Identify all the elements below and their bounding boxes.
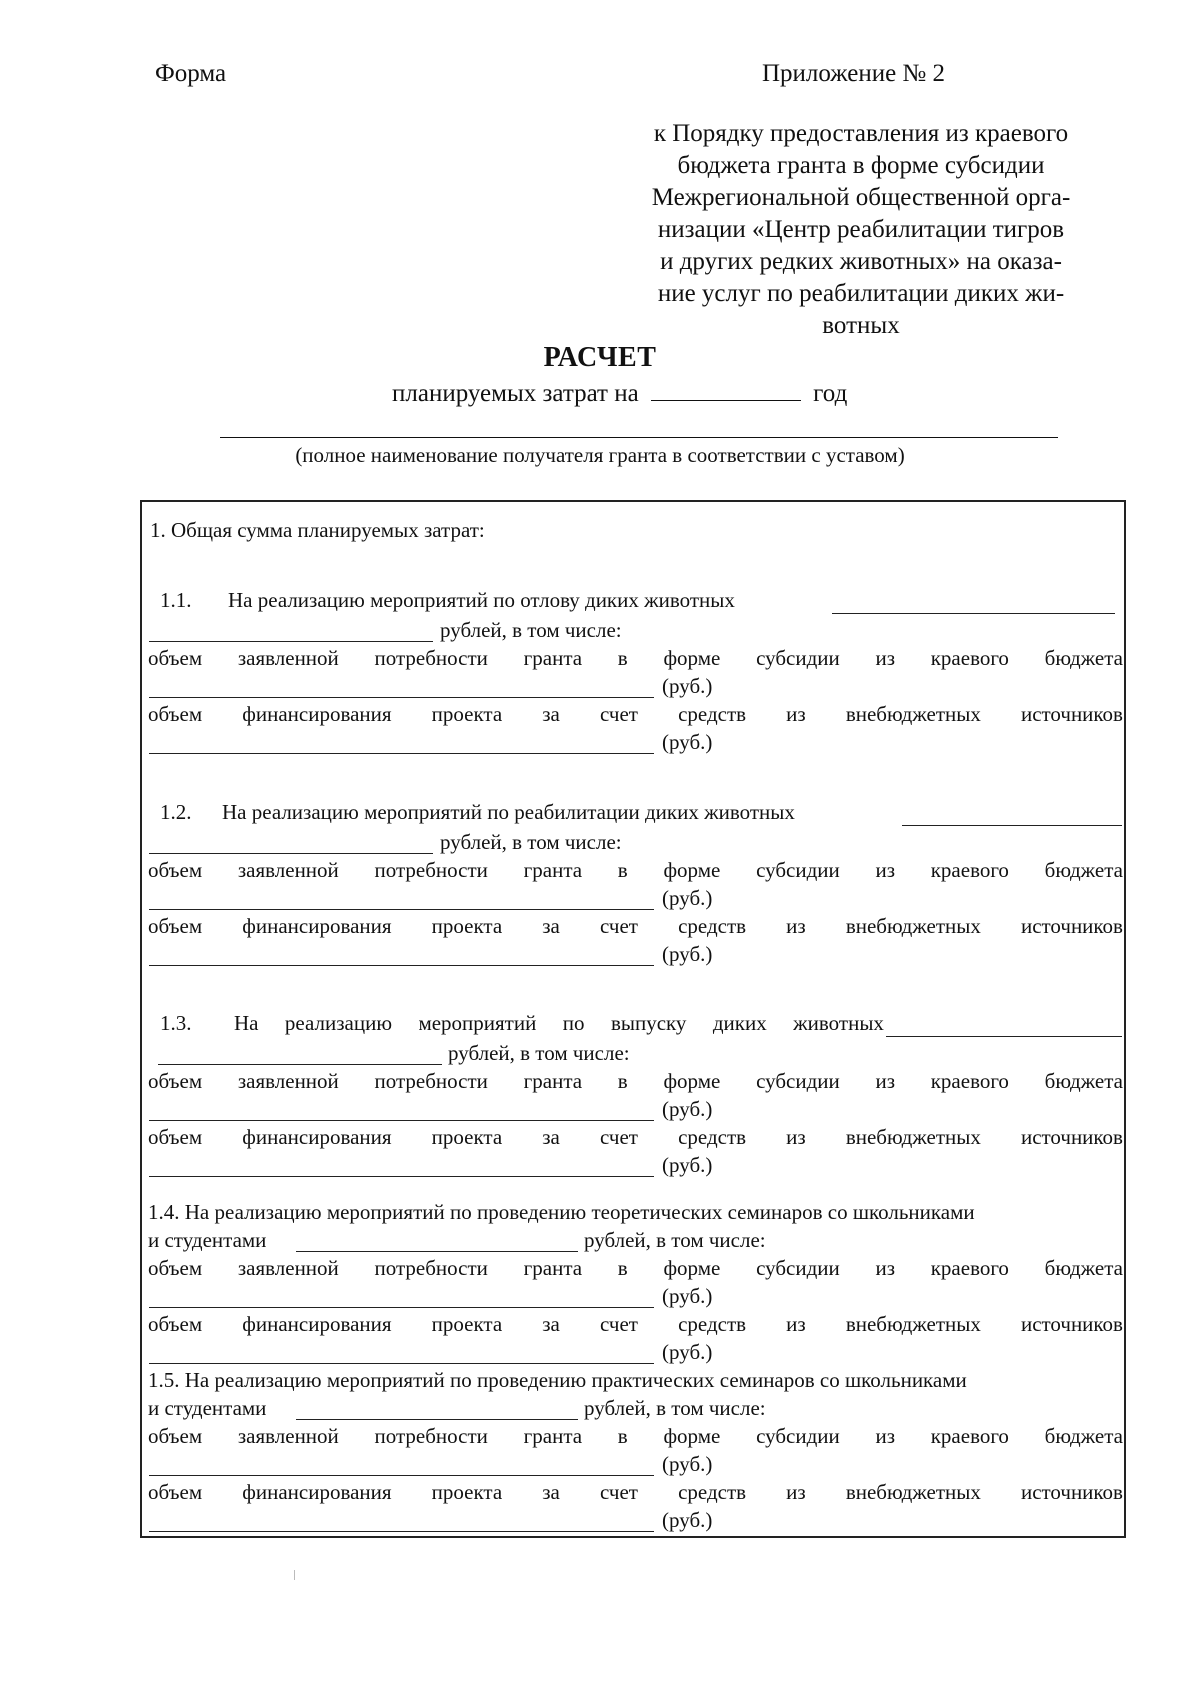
word: финансирования (242, 914, 392, 938)
word: счет (600, 702, 638, 726)
demand-line (148, 1424, 1123, 1449)
word: объем (148, 858, 203, 882)
word: из (875, 1424, 895, 1448)
calculation-title: РАСЧЕТ (543, 342, 657, 373)
form-label: Форма (155, 60, 227, 87)
word: средств (678, 1125, 747, 1149)
word: гранта (523, 1424, 583, 1448)
word: объем (148, 702, 203, 726)
section-text: На реализацию мероприятий по отлову диких животных (228, 588, 735, 612)
word: субсидии (756, 646, 840, 670)
rub-unit: (руб.) (662, 1508, 713, 1532)
amount-field[interactable] (296, 1419, 578, 1420)
word: животных (793, 1011, 884, 1035)
rub-unit: (руб.) (662, 674, 713, 698)
rubles-incl-label: рублей, в том числе: (584, 1228, 766, 1252)
word: заявленной (237, 1424, 339, 1448)
word: за (542, 914, 560, 938)
word: в (617, 1256, 628, 1280)
word: из (786, 1480, 806, 1504)
offbudget-funding-field[interactable] (149, 965, 654, 966)
word: субсидии (756, 1069, 840, 1093)
word: объем (148, 914, 203, 938)
word: проекта (431, 1480, 503, 1504)
word: из (875, 1256, 895, 1280)
word: субсидии (756, 858, 840, 882)
word: объем (148, 1069, 203, 1093)
amount-field-continuation[interactable] (149, 641, 433, 642)
section-number: 1.3. (160, 1011, 192, 1035)
word: объем (148, 1480, 203, 1504)
word: гранта (523, 1256, 583, 1280)
word: потребности (374, 1256, 488, 1280)
word: форме (663, 858, 721, 882)
word: бюджета (1044, 1256, 1123, 1280)
word: за (542, 702, 560, 726)
word: субсидии (756, 1256, 840, 1280)
word: за (542, 1480, 560, 1504)
year-field[interactable] (651, 380, 801, 401)
word: средств (678, 914, 747, 938)
word: источников (1020, 914, 1123, 938)
word: форме (663, 646, 721, 670)
section-number: 1.2. (160, 800, 192, 824)
word: форме (663, 1424, 721, 1448)
word: внебюджетных (845, 702, 981, 726)
word: внебюджетных (845, 1125, 981, 1149)
word: из (786, 914, 806, 938)
word: объем (148, 1125, 203, 1149)
word: в (617, 646, 628, 670)
offbudget-funding-field[interactable] (149, 1531, 654, 1532)
appendix-line: ние услуг по реабилитации диких жи- (657, 280, 1065, 307)
rub-unit: (руб.) (662, 886, 713, 910)
appendix-line: к Порядку предоставления из краевого (653, 120, 1069, 147)
word: краевого (930, 1069, 1009, 1093)
word: счет (600, 914, 638, 938)
word: заявленной (237, 858, 339, 882)
word: проекта (431, 914, 503, 938)
appendix-number: Приложение № 2 (762, 60, 946, 87)
funding-line (148, 1312, 1123, 1337)
word: мероприятий (418, 1011, 537, 1035)
word: проекта (431, 1125, 503, 1149)
total-label: 1. Общая сумма планируемых затрат: (150, 518, 485, 542)
word: гранта (523, 858, 583, 882)
word: средств (678, 1312, 747, 1336)
word: краевого (930, 1256, 1009, 1280)
amount-field-continuation[interactable] (149, 853, 433, 854)
word: бюджета (1044, 1424, 1123, 1448)
offbudget-funding-field[interactable] (149, 1363, 654, 1364)
word: счет (600, 1125, 638, 1149)
word: объем (148, 1256, 203, 1280)
word: потребности (374, 858, 488, 882)
word: форме (663, 1069, 721, 1093)
grant-demand-field[interactable] (149, 1475, 654, 1476)
rub-unit: (руб.) (662, 1340, 713, 1364)
word: в (617, 858, 628, 882)
word: реализацию (284, 1011, 393, 1035)
section-number: 1.1. (160, 588, 192, 612)
grant-demand-field[interactable] (149, 1120, 654, 1121)
rubles-incl-label: рублей, в том числе: (440, 618, 622, 642)
amount-field-continuation[interactable] (158, 1064, 442, 1065)
word: из (875, 1069, 895, 1093)
word: проекта (431, 1312, 503, 1336)
word: из (786, 1125, 806, 1149)
word: заявленной (237, 646, 339, 670)
rubles-incl-label: рублей, в том числе: (440, 830, 622, 854)
word: бюджета (1044, 1069, 1123, 1093)
subtitle-suffix: год (813, 380, 848, 407)
word: из (875, 646, 895, 670)
subtitle-prefix: планируемых затрат на (392, 380, 639, 407)
rub-unit: (руб.) (662, 1153, 713, 1177)
section-text: 1.5. На реализацию мероприятий по проведению практических семинаров со школьниками (148, 1368, 967, 1392)
word: финансирования (242, 1312, 392, 1336)
offbudget-funding-field[interactable] (149, 753, 654, 754)
word: бюджета (1044, 646, 1123, 670)
appendix-line: бюджета гранта в форме субсидии (677, 152, 1045, 179)
calculation-subtitle (392, 380, 847, 408)
word: объем (148, 1424, 203, 1448)
word: диких (712, 1011, 767, 1035)
section-text: На реализацию мероприятий по реабилитации диких животных (222, 800, 795, 824)
word: объем (148, 1312, 203, 1336)
word: финансирования (242, 1125, 392, 1149)
word: из (786, 1312, 806, 1336)
word: краевого (930, 858, 1009, 882)
word: источников (1020, 1312, 1123, 1336)
word: объем (148, 646, 203, 670)
section-text-continuation: и студентами (148, 1228, 267, 1252)
word: по (562, 1011, 585, 1035)
rub-unit: (руб.) (662, 730, 713, 754)
word: бюджета (1044, 858, 1123, 882)
word: заявленной (237, 1069, 339, 1093)
word: из (786, 702, 806, 726)
rubles-incl-label: рублей, в том числе: (448, 1041, 630, 1065)
recipient-caption: (полное наименование получателя гранта в соответствии с уставом) (295, 443, 905, 467)
demand-line (148, 1069, 1123, 1094)
rub-unit: (руб.) (662, 1284, 713, 1308)
word: источников (1020, 702, 1123, 726)
word: счет (600, 1312, 638, 1336)
word: финансирования (242, 1480, 392, 1504)
word: форме (663, 1256, 721, 1280)
appendix-line: низации «Центр реабилитации тигров (657, 216, 1065, 243)
appendix-reference (612, 118, 1110, 342)
grant-demand-field[interactable] (149, 1307, 654, 1308)
amount-field[interactable] (886, 1036, 1122, 1037)
demand-line (148, 858, 1123, 883)
funding-line (148, 914, 1123, 939)
scan-artifact (294, 1570, 295, 1580)
funding-line (148, 1125, 1123, 1150)
word: средств (678, 1480, 747, 1504)
word: за (542, 1312, 560, 1336)
word: потребности (374, 1069, 488, 1093)
word: в (617, 1069, 628, 1093)
funding-line (148, 702, 1123, 727)
word: внебюджетных (845, 1312, 981, 1336)
offbudget-funding-field[interactable] (149, 1176, 654, 1177)
recipient-name-field[interactable] (220, 437, 1058, 438)
appendix-line: Межрегиональной общественной орга- (651, 184, 1071, 211)
appendix-line: вотных (822, 312, 900, 339)
demand-line (148, 646, 1123, 671)
rubles-incl-label: рублей, в том числе: (584, 1396, 766, 1420)
amount-field[interactable] (902, 825, 1122, 826)
grant-demand-field[interactable] (149, 909, 654, 910)
rub-unit: (руб.) (662, 942, 713, 966)
word: краевого (930, 646, 1009, 670)
word: субсидии (756, 1424, 840, 1448)
funding-line (148, 1480, 1123, 1505)
appendix-line: и других редких животных» на оказа- (660, 248, 1062, 275)
word: внебюджетных (845, 914, 981, 938)
word: за (542, 1125, 560, 1149)
word: средств (678, 702, 747, 726)
rub-unit: (руб.) (662, 1097, 713, 1121)
grant-demand-field[interactable] (149, 697, 654, 698)
word: заявленной (237, 1256, 339, 1280)
word: выпуску (610, 1011, 687, 1035)
section-text: 1.4. На реализацию мероприятий по проведению теоретических семинаров со школьниками (148, 1200, 975, 1224)
word: На (234, 1011, 259, 1035)
section-text (234, 1011, 884, 1036)
amount-field[interactable] (832, 613, 1115, 614)
word: гранта (523, 1069, 583, 1093)
word: гранта (523, 646, 583, 670)
word: финансирования (242, 702, 392, 726)
word: счет (600, 1480, 638, 1504)
word: потребности (374, 646, 488, 670)
word: внебюджетных (845, 1480, 981, 1504)
word: проекта (431, 702, 503, 726)
section-text-continuation: и студентами (148, 1396, 267, 1420)
rub-unit: (руб.) (662, 1452, 713, 1476)
word: источников (1020, 1125, 1123, 1149)
amount-field[interactable] (296, 1251, 578, 1252)
word: в (617, 1424, 628, 1448)
word: потребности (374, 1424, 488, 1448)
word: краевого (930, 1424, 1009, 1448)
word: источников (1020, 1480, 1123, 1504)
word: из (875, 858, 895, 882)
demand-line (148, 1256, 1123, 1281)
